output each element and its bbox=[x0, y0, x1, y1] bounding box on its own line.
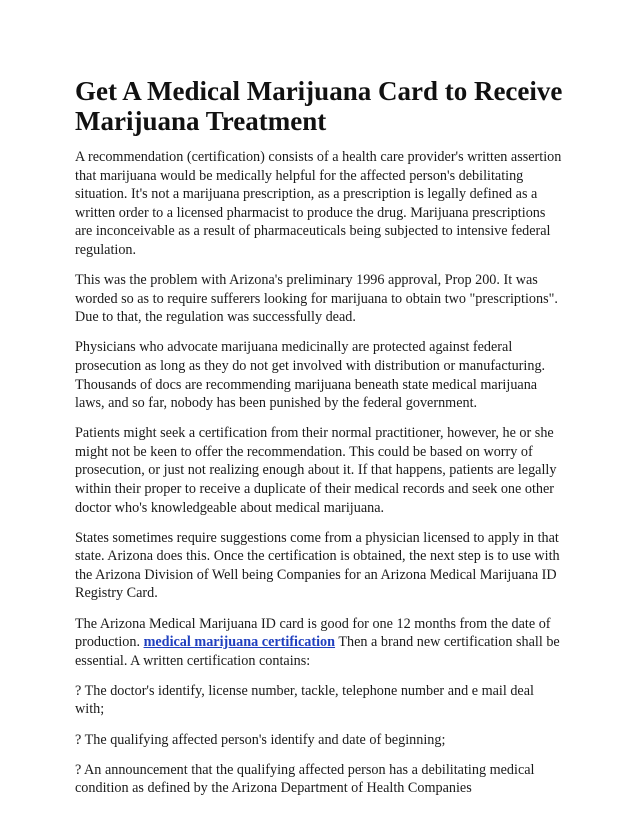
document-title: Get A Medical Marijuana Card to Receive Marijuana Treatment bbox=[75, 76, 563, 136]
paragraph-6-text-before: The Arizona Medical Marijuana ID card is good for one 12 months from the date of production. bbox=[75, 615, 551, 651]
list-item: ? The doctor's identify, license number, tackle, telephone number and e mail deal with; bbox=[75, 682, 534, 718]
paragraph-5: States sometimes require suggestions come from a physician licensed to apply in that state. Arizona does this. Once the certification is obtained, the next step is to use with the Arizona Division of Well being Companies for an Arizona Medical Marijuana ID Registry Card. bbox=[75, 529, 560, 602]
paragraph-6 bbox=[75, 615, 565, 671]
paragraph-6-text-after: Then a brand new certification shall be essential. A written certification contains: bbox=[75, 634, 560, 669]
paragraph-2: This was the problem with Arizona's preliminary 1996 approval, Prop 200. It was worded so as to require sufferers looking for marijuana to obtain two "prescriptions". Due to that, the regulation was successfully dead. bbox=[75, 272, 558, 326]
list-item: ? An announcement that the qualifying affected person has a debilitating medical condition as defined by the Arizona Department of Health Companies bbox=[75, 761, 535, 797]
paragraph-1: A recommendation (certification) consists of a health care provider's written assertion that marijuana would be medically helpful for the affected person's debilitating situation. It's not a marijuana prescription, as a prescription is legally defined as a written order to a licensed pharmacist to produce the drug. Marijuana prescriptions are inconceivable as a result of pharmaceuticals being subjected to intensive federal regulation. bbox=[75, 149, 562, 258]
paragraph-4: Patients might seek a certification from their normal practitioner, however, he or she might not be keen to offer the recommendation. This could be based on worry of prosecution, or just not realizing enough about it. If that happens, patients are legally within their proper to receive a duplicate of their medical records and seek one other doctor who's knowledgeable about medical marijuana. bbox=[75, 425, 557, 516]
medical-marijuana-certification-link[interactable]: medical marijuana certification bbox=[143, 634, 336, 651]
list-item: ? The qualifying affected person's identify and date of beginning; bbox=[75, 731, 446, 748]
paragraph-3: Physicians who advocate marijuana medicinally are protected against federal prosecution as long as they do not get involved with distribution or manufacturing. Thousands of docs are recommending marijuana beneath state medical marijuana laws, and so far, nobody has been punished by the federal government. bbox=[75, 339, 546, 412]
document-page bbox=[75, 76, 565, 809]
